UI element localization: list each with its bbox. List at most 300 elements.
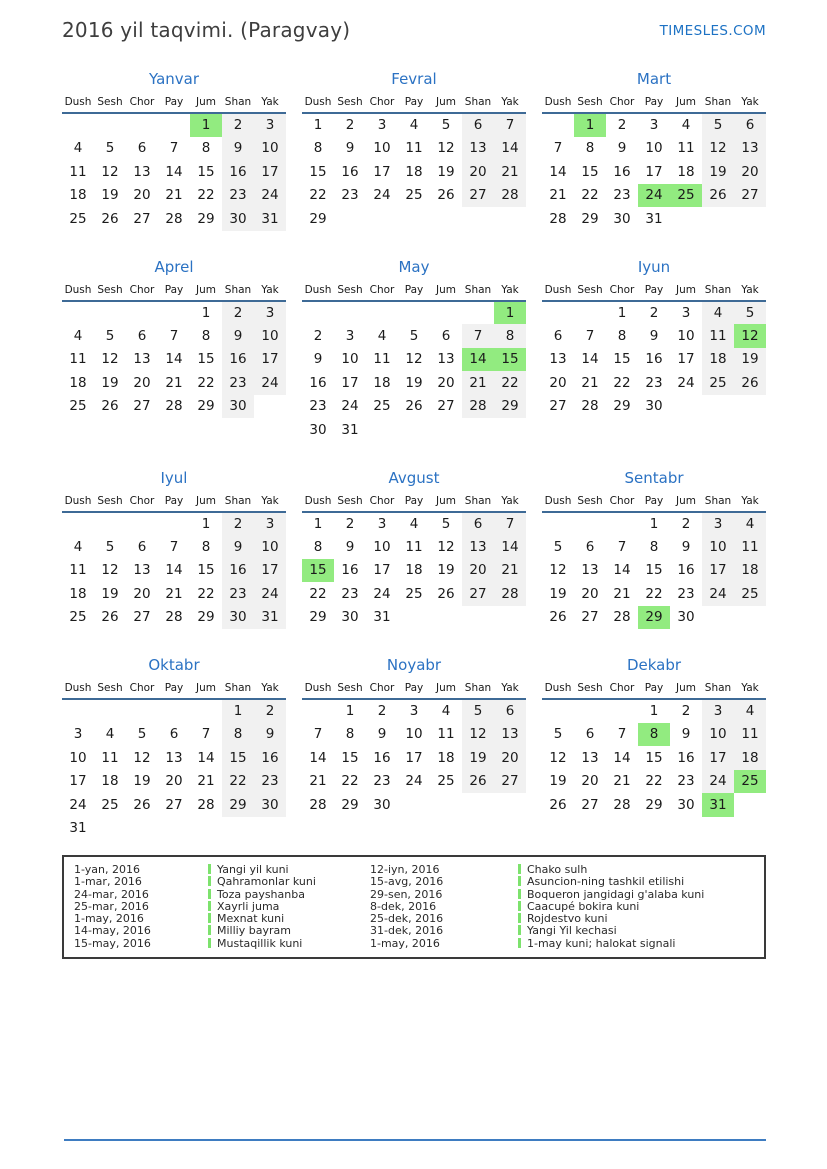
weekday-header: Pay bbox=[404, 494, 424, 507]
day-cell: 28 bbox=[613, 609, 631, 626]
legend-holiday-name: Milliy bayram bbox=[208, 925, 370, 937]
weekday-header: Jum bbox=[436, 682, 456, 694]
day-cell: 15 bbox=[581, 163, 599, 180]
day-cell: 11 bbox=[677, 140, 695, 157]
day-cell: 7 bbox=[494, 512, 526, 536]
empty-cell bbox=[158, 512, 190, 536]
weekday-header: Yak bbox=[261, 682, 279, 694]
day-cell: 21 bbox=[613, 585, 631, 602]
day-cell: 12 bbox=[462, 723, 494, 747]
holiday-legend bbox=[62, 855, 766, 959]
page-header bbox=[62, 18, 766, 42]
day-cell: 28 bbox=[309, 796, 327, 813]
day-cell: 22 bbox=[309, 585, 327, 602]
month-title: Sentabr bbox=[624, 468, 684, 487]
day-cell: 12 bbox=[549, 562, 567, 579]
month-grid bbox=[542, 495, 766, 630]
day-cell: 1 bbox=[345, 703, 355, 720]
day-cell: 22 bbox=[613, 374, 631, 391]
empty-cell bbox=[430, 418, 462, 442]
empty-cell bbox=[398, 418, 430, 442]
empty-cell bbox=[158, 699, 190, 723]
month-title: Oktabr bbox=[148, 656, 200, 674]
day-cell: 4 bbox=[73, 327, 83, 344]
day-cell: 20 bbox=[133, 374, 151, 391]
day-cell: 26 bbox=[734, 371, 766, 395]
day-cell: 2 bbox=[254, 699, 286, 723]
day-cell: 25 bbox=[101, 796, 119, 813]
day-cell: 26 bbox=[437, 585, 455, 602]
day-cell: 13 bbox=[133, 163, 151, 180]
legend-date: 25-mar, 2016 bbox=[74, 899, 149, 913]
month-title: Yanvar bbox=[148, 70, 200, 88]
day-cell: 20 bbox=[581, 773, 599, 790]
day-cell: 7 bbox=[169, 327, 179, 344]
day-cell: 4 bbox=[73, 140, 83, 157]
day-cell: 10 bbox=[254, 535, 286, 559]
day-cell: 27 bbox=[165, 796, 183, 813]
day-cell: 17 bbox=[677, 351, 695, 368]
weekday-header: Sesh bbox=[337, 283, 363, 296]
weekday-header: Pay bbox=[164, 682, 184, 694]
day-cell: 23 bbox=[677, 585, 695, 602]
day-cell: 3 bbox=[377, 117, 387, 134]
empty-cell bbox=[126, 817, 158, 841]
day-cell: 7 bbox=[494, 113, 526, 137]
day-cell: 24 bbox=[373, 585, 391, 602]
day-cell: 2 bbox=[345, 117, 355, 134]
day-cell: 23 bbox=[373, 773, 391, 790]
month-grid bbox=[542, 284, 766, 419]
day-cell: 30 bbox=[222, 207, 254, 231]
weekday-header: Sesh bbox=[97, 494, 123, 507]
day-cell: 31 bbox=[702, 793, 734, 817]
empty-cell bbox=[430, 606, 462, 630]
day-cell: 12 bbox=[549, 749, 567, 766]
day-cell: 14 bbox=[613, 562, 631, 579]
day-cell: 10 bbox=[702, 723, 734, 747]
day-cell: 11 bbox=[734, 535, 766, 559]
day-cell: 10 bbox=[254, 137, 286, 161]
weekday-header: Sesh bbox=[577, 682, 603, 694]
day-cell: 11 bbox=[405, 140, 423, 157]
day-cell: 9 bbox=[345, 140, 355, 157]
day-cell: 8 bbox=[201, 327, 211, 344]
month-avgust bbox=[302, 469, 526, 630]
empty-cell bbox=[126, 699, 158, 723]
day-cell: 26 bbox=[549, 609, 567, 626]
day-cell: 25 bbox=[405, 187, 423, 204]
empty-cell bbox=[702, 395, 734, 419]
day-cell: 4 bbox=[377, 327, 387, 344]
legend-date: 31-dek, 2016 bbox=[370, 924, 444, 938]
day-cell: 19 bbox=[405, 374, 423, 391]
day-cell: 23 bbox=[254, 770, 286, 794]
weekday-header: Pay bbox=[404, 283, 424, 296]
empty-cell bbox=[398, 207, 430, 231]
holiday-marker-icon bbox=[518, 876, 521, 886]
day-cell: 26 bbox=[133, 796, 151, 813]
day-cell: 3 bbox=[254, 113, 286, 137]
day-cell: 11 bbox=[69, 562, 87, 579]
day-cell: 29 bbox=[638, 606, 670, 630]
weekday-header: Pay bbox=[404, 682, 424, 694]
weekday-header: Shan bbox=[464, 494, 492, 507]
day-cell: 28 bbox=[197, 796, 215, 813]
weekday-header: Dush bbox=[64, 96, 92, 108]
day-cell: 3 bbox=[377, 515, 387, 532]
empty-cell bbox=[574, 301, 606, 325]
empty-cell bbox=[94, 817, 126, 841]
day-cell: 11 bbox=[734, 723, 766, 747]
empty-cell bbox=[670, 207, 702, 231]
day-cell: 18 bbox=[69, 374, 87, 391]
day-cell: 22 bbox=[309, 187, 327, 204]
empty-cell bbox=[366, 207, 398, 231]
day-cell: 24 bbox=[702, 582, 734, 606]
month-sentabr bbox=[542, 469, 766, 630]
day-cell: 9 bbox=[681, 538, 691, 555]
day-cell: 17 bbox=[254, 559, 286, 583]
day-cell: 29 bbox=[309, 609, 327, 626]
month-title: Mart bbox=[636, 70, 672, 88]
empty-cell bbox=[334, 301, 366, 325]
day-cell: 28 bbox=[494, 582, 526, 606]
holiday-marker-icon bbox=[518, 925, 521, 935]
day-cell: 28 bbox=[165, 609, 183, 626]
day-cell: 14 bbox=[549, 163, 567, 180]
day-cell: 17 bbox=[702, 559, 734, 583]
weekday-header: Shan bbox=[704, 96, 732, 108]
empty-cell bbox=[190, 699, 222, 723]
weekday-header: Shan bbox=[704, 494, 732, 507]
weekday-header: Dush bbox=[304, 96, 332, 108]
day-cell: 5 bbox=[409, 327, 419, 344]
day-cell: 18 bbox=[405, 562, 423, 579]
day-cell: 29 bbox=[494, 395, 526, 419]
weekday-header: Shan bbox=[464, 96, 492, 108]
day-cell: 28 bbox=[549, 210, 567, 227]
day-cell: 17 bbox=[702, 746, 734, 770]
day-cell: 10 bbox=[341, 351, 359, 368]
weekday-header: Yak bbox=[741, 283, 759, 296]
day-cell: 12 bbox=[101, 163, 119, 180]
day-cell: 2 bbox=[649, 304, 659, 321]
day-cell: 13 bbox=[462, 137, 494, 161]
day-cell: 8 bbox=[201, 538, 211, 555]
day-cell: 5 bbox=[441, 515, 451, 532]
day-cell: 5 bbox=[702, 113, 734, 137]
day-cell: 30 bbox=[613, 210, 631, 227]
day-cell: 26 bbox=[702, 184, 734, 208]
weekday-header: Sesh bbox=[97, 283, 123, 296]
day-cell: 8 bbox=[222, 723, 254, 747]
empty-cell bbox=[366, 418, 398, 442]
day-cell: 16 bbox=[222, 160, 254, 184]
weekday-header: Chor bbox=[129, 283, 155, 296]
day-cell: 3 bbox=[254, 512, 286, 536]
day-cell: 18 bbox=[734, 746, 766, 770]
day-cell: 3 bbox=[73, 726, 83, 743]
day-cell: 1 bbox=[313, 117, 323, 134]
empty-cell bbox=[430, 793, 462, 817]
day-cell: 11 bbox=[69, 163, 87, 180]
day-cell: 27 bbox=[462, 184, 494, 208]
day-cell: 26 bbox=[437, 187, 455, 204]
day-cell: 20 bbox=[462, 559, 494, 583]
weekday-header: Jum bbox=[676, 96, 696, 108]
empty-cell bbox=[734, 395, 766, 419]
day-cell: 22 bbox=[581, 187, 599, 204]
day-cell: 5 bbox=[105, 327, 115, 344]
day-cell: 1 bbox=[649, 703, 659, 720]
holiday-marker-icon bbox=[208, 876, 211, 886]
weekday-header: Jum bbox=[196, 96, 216, 108]
day-cell: 21 bbox=[613, 773, 631, 790]
day-cell: 29 bbox=[222, 793, 254, 817]
day-cell: 1 bbox=[190, 113, 222, 137]
day-cell: 20 bbox=[549, 374, 567, 391]
day-cell: 14 bbox=[197, 749, 215, 766]
day-cell: 23 bbox=[309, 398, 327, 415]
day-cell: 25 bbox=[702, 371, 734, 395]
day-cell: 6 bbox=[137, 327, 147, 344]
weekday-header: Dush bbox=[64, 283, 92, 296]
day-cell: 29 bbox=[581, 210, 599, 227]
day-cell: 20 bbox=[462, 160, 494, 184]
day-cell: 21 bbox=[581, 374, 599, 391]
day-cell: 1 bbox=[617, 304, 627, 321]
day-cell: 4 bbox=[73, 538, 83, 555]
weekday-header: Jum bbox=[676, 283, 696, 296]
weekday-header: Sesh bbox=[97, 96, 123, 108]
day-cell: 26 bbox=[101, 398, 119, 415]
day-cell: 5 bbox=[734, 301, 766, 325]
empty-cell bbox=[462, 301, 494, 325]
site-link[interactable]: TIMESLES.COM bbox=[659, 23, 766, 39]
day-cell: 4 bbox=[702, 301, 734, 325]
empty-cell bbox=[462, 793, 494, 817]
weekday-header: Jum bbox=[196, 283, 216, 296]
day-cell: 16 bbox=[254, 746, 286, 770]
day-cell: 21 bbox=[494, 559, 526, 583]
day-cell: 27 bbox=[734, 184, 766, 208]
legend-date: 12-iyn, 2016 bbox=[370, 863, 440, 876]
holiday-marker-icon bbox=[518, 864, 521, 874]
day-cell: 28 bbox=[165, 398, 183, 415]
day-cell: 14 bbox=[494, 137, 526, 161]
day-cell: 2 bbox=[681, 515, 691, 532]
month-mart bbox=[542, 70, 766, 231]
day-cell: 30 bbox=[254, 793, 286, 817]
empty-cell bbox=[126, 301, 158, 325]
day-cell: 23 bbox=[222, 371, 254, 395]
day-cell: 8 bbox=[585, 140, 595, 157]
day-cell: 1 bbox=[313, 515, 323, 532]
day-cell: 19 bbox=[702, 160, 734, 184]
day-cell: 18 bbox=[405, 163, 423, 180]
day-cell: 8 bbox=[617, 327, 627, 344]
day-cell: 23 bbox=[645, 374, 663, 391]
day-cell: 10 bbox=[69, 749, 87, 766]
empty-cell bbox=[494, 606, 526, 630]
day-cell: 16 bbox=[222, 348, 254, 372]
day-cell: 1 bbox=[574, 113, 606, 137]
day-cell: 14 bbox=[494, 535, 526, 559]
day-cell: 3 bbox=[345, 327, 355, 344]
empty-cell bbox=[190, 817, 222, 841]
day-cell: 3 bbox=[702, 699, 734, 723]
day-cell: 11 bbox=[69, 351, 87, 368]
weekday-header: Yak bbox=[501, 494, 519, 507]
legend-holiday-name: Boqueron jangidagi g'alaba kuni bbox=[518, 889, 760, 901]
day-cell: 21 bbox=[165, 374, 183, 391]
day-cell: 16 bbox=[373, 749, 391, 766]
legend-holiday-name: Rojdestvo kuni bbox=[518, 913, 760, 925]
day-cell: 9 bbox=[222, 535, 254, 559]
empty-cell bbox=[542, 512, 574, 536]
day-cell: 6 bbox=[169, 726, 179, 743]
day-cell: 16 bbox=[341, 163, 359, 180]
weekday-header: Pay bbox=[644, 283, 664, 296]
day-cell: 22 bbox=[197, 187, 215, 204]
holiday-marker-icon bbox=[208, 938, 211, 948]
day-cell: 24 bbox=[254, 371, 286, 395]
month-iyun bbox=[542, 258, 766, 419]
weekday-header: Chor bbox=[129, 682, 155, 694]
day-cell: 13 bbox=[549, 351, 567, 368]
day-cell: 27 bbox=[581, 609, 599, 626]
empty-cell bbox=[334, 207, 366, 231]
weekday-header: Jum bbox=[676, 494, 696, 507]
weekday-header: Shan bbox=[704, 682, 732, 694]
day-cell: 2 bbox=[222, 113, 254, 137]
holiday-marker-icon bbox=[518, 889, 521, 899]
day-cell: 7 bbox=[553, 140, 563, 157]
day-cell: 12 bbox=[101, 351, 119, 368]
day-cell: 21 bbox=[462, 371, 494, 395]
day-cell: 25 bbox=[69, 398, 87, 415]
day-cell: 30 bbox=[677, 609, 695, 626]
day-cell: 20 bbox=[734, 160, 766, 184]
day-cell: 18 bbox=[677, 163, 695, 180]
weekday-header: Chor bbox=[129, 96, 155, 108]
day-cell: 9 bbox=[254, 723, 286, 747]
legend-date: 15-may, 2016 bbox=[74, 936, 151, 950]
holiday-marker-icon bbox=[518, 913, 521, 923]
weekday-header: Shan bbox=[464, 682, 492, 694]
day-cell: 19 bbox=[101, 374, 119, 391]
day-cell: 28 bbox=[581, 398, 599, 415]
day-cell: 13 bbox=[734, 137, 766, 161]
day-cell: 6 bbox=[137, 538, 147, 555]
empty-cell bbox=[462, 207, 494, 231]
month-grid bbox=[62, 495, 286, 630]
day-cell: 18 bbox=[373, 374, 391, 391]
holiday-marker-icon bbox=[208, 901, 211, 911]
day-cell: 31 bbox=[69, 820, 87, 837]
month-grid bbox=[302, 284, 526, 442]
day-cell: 3 bbox=[649, 117, 659, 134]
legend-holiday-name: 1-may kuni; halokat signali bbox=[518, 938, 760, 950]
weekday-header: Chor bbox=[609, 494, 635, 507]
day-cell: 5 bbox=[553, 726, 563, 743]
day-cell: 19 bbox=[462, 746, 494, 770]
weekday-header: Chor bbox=[609, 682, 635, 694]
day-cell: 25 bbox=[69, 210, 87, 227]
day-cell: 21 bbox=[494, 160, 526, 184]
day-cell: 1 bbox=[201, 304, 211, 321]
holiday-marker-icon bbox=[208, 864, 211, 874]
day-cell: 18 bbox=[734, 559, 766, 583]
month-title: Noyabr bbox=[386, 656, 442, 674]
day-cell: 16 bbox=[645, 351, 663, 368]
day-cell: 20 bbox=[133, 585, 151, 602]
day-cell: 1 bbox=[649, 515, 659, 532]
weekday-header: Sesh bbox=[337, 682, 363, 694]
legend-date: 14-may, 2016 bbox=[74, 924, 151, 938]
day-cell: 27 bbox=[133, 398, 151, 415]
month-dekabr bbox=[542, 656, 766, 817]
day-cell: 4 bbox=[734, 512, 766, 536]
weekday-header: Sesh bbox=[337, 96, 363, 108]
day-cell: 16 bbox=[677, 749, 695, 766]
month-title: May bbox=[398, 257, 430, 276]
day-cell: 11 bbox=[101, 749, 119, 766]
day-cell: 17 bbox=[405, 749, 423, 766]
day-cell: 23 bbox=[341, 187, 359, 204]
empty-cell bbox=[398, 793, 430, 817]
day-cell: 29 bbox=[309, 210, 327, 227]
day-cell: 23 bbox=[222, 582, 254, 606]
month-title: Dekabr bbox=[626, 656, 682, 674]
weekday-header: Yak bbox=[741, 494, 759, 507]
day-cell: 25 bbox=[69, 609, 87, 626]
day-cell: 28 bbox=[494, 184, 526, 208]
weekday-header: Jum bbox=[436, 283, 456, 296]
day-cell: 16 bbox=[309, 374, 327, 391]
day-cell: 22 bbox=[197, 374, 215, 391]
day-cell: 15 bbox=[302, 559, 334, 583]
weekday-header: Yak bbox=[261, 96, 279, 108]
day-cell: 26 bbox=[101, 210, 119, 227]
day-cell: 22 bbox=[645, 585, 663, 602]
day-cell: 14 bbox=[165, 351, 183, 368]
weekday-header: Pay bbox=[644, 682, 664, 694]
day-cell: 15 bbox=[645, 562, 663, 579]
day-cell: 18 bbox=[437, 749, 455, 766]
day-cell: 21 bbox=[165, 585, 183, 602]
day-cell: 9 bbox=[222, 324, 254, 348]
day-cell: 30 bbox=[645, 398, 663, 415]
day-cell: 23 bbox=[613, 187, 631, 204]
day-cell: 27 bbox=[133, 210, 151, 227]
day-cell: 24 bbox=[254, 184, 286, 208]
day-cell: 13 bbox=[494, 723, 526, 747]
legend-holiday-name: Xayrli juma bbox=[208, 901, 370, 913]
day-cell: 10 bbox=[373, 538, 391, 555]
day-cell: 2 bbox=[222, 512, 254, 536]
legend-date: 1-may, 2016 bbox=[370, 936, 440, 950]
day-cell: 24 bbox=[638, 184, 670, 208]
day-cell: 4 bbox=[105, 726, 115, 743]
empty-cell bbox=[158, 817, 190, 841]
day-cell: 12 bbox=[702, 137, 734, 161]
legend-holiday-name: Mexnat kuni bbox=[208, 913, 370, 925]
empty-cell bbox=[254, 817, 286, 841]
weekday-header: Shan bbox=[224, 682, 252, 694]
empty-cell bbox=[542, 113, 574, 137]
